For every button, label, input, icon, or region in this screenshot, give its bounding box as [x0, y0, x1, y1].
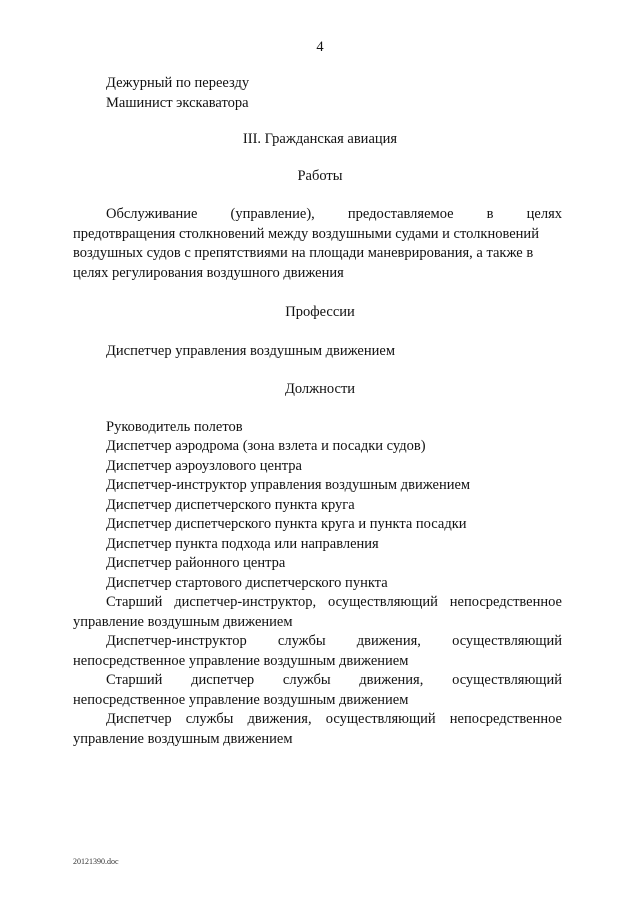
position-item: Диспетчер-инструктор управления воздушным движением — [106, 477, 471, 493]
section-title: III. Гражданская авиация — [242, 131, 398, 147]
wrapped-position-rest: непосредственное управление воздушным движением — [73, 691, 409, 708]
wrapped-position-first-line: Диспетчер службы движения, осуществляющий непосредственное — [106, 711, 562, 727]
wrapped-position-first-line: Диспетчер-инструктор службы движения, осуществляющий — [106, 633, 562, 649]
intro-line: Машинист экскаватора — [106, 95, 249, 111]
wrapped-position-rest: управление воздушным движением — [73, 613, 293, 630]
position-item: Диспетчер диспетчерского пункта круга и пункта посадки — [106, 516, 467, 532]
works-paragraph — [73, 205, 562, 283]
wrapped-position-rest: непосредственное управление воздушным движением — [73, 652, 409, 669]
file-name-footer: 20121390.doc — [73, 857, 119, 866]
wrapped-position-first-line: Старший диспетчер-инструктор, осуществляющий непосредственное — [106, 594, 562, 610]
wrapped-position-item — [73, 671, 562, 710]
page-number: 4 — [316, 39, 324, 55]
position-item: Диспетчер пункта подхода или направления — [106, 536, 379, 552]
wrapped-position-rest: управление воздушным движением — [73, 730, 293, 747]
position-item: Диспетчер диспетчерского пункта круга — [106, 497, 355, 513]
profession-item: Диспетчер управления воздушным движением — [106, 343, 395, 359]
works-paragraph-first-line: Обслуживание (управление), предоставляемое в целях — [106, 206, 562, 222]
position-item: Руководитель полетов — [106, 419, 243, 435]
wrapped-position-first-line: Старший диспетчер службы движения, осуществляющий — [106, 672, 562, 688]
works-heading: Работы — [297, 168, 343, 184]
intro-line: Дежурный по переезду — [106, 75, 250, 91]
professions-heading: Профессии — [285, 304, 355, 320]
works-paragraph-rest: предотвращения столкновений между воздушными судами и столкновений воздушных судов с препятствиями на площади маневрирования, а также в целях регулирования воздушного движения — [73, 225, 539, 281]
position-item: Диспетчер аэроузлового центра — [106, 458, 302, 474]
wrapped-position-item — [73, 710, 562, 749]
position-item: Диспетчер аэродрома (зона взлета и посадки судов) — [106, 438, 426, 454]
wrapped-position-item — [73, 593, 562, 632]
position-item: Диспетчер районного центра — [106, 555, 286, 571]
positions-heading: Должности — [284, 381, 356, 397]
position-item: Диспетчер стартового диспетчерского пункта — [106, 575, 388, 591]
wrapped-position-item — [73, 632, 562, 671]
